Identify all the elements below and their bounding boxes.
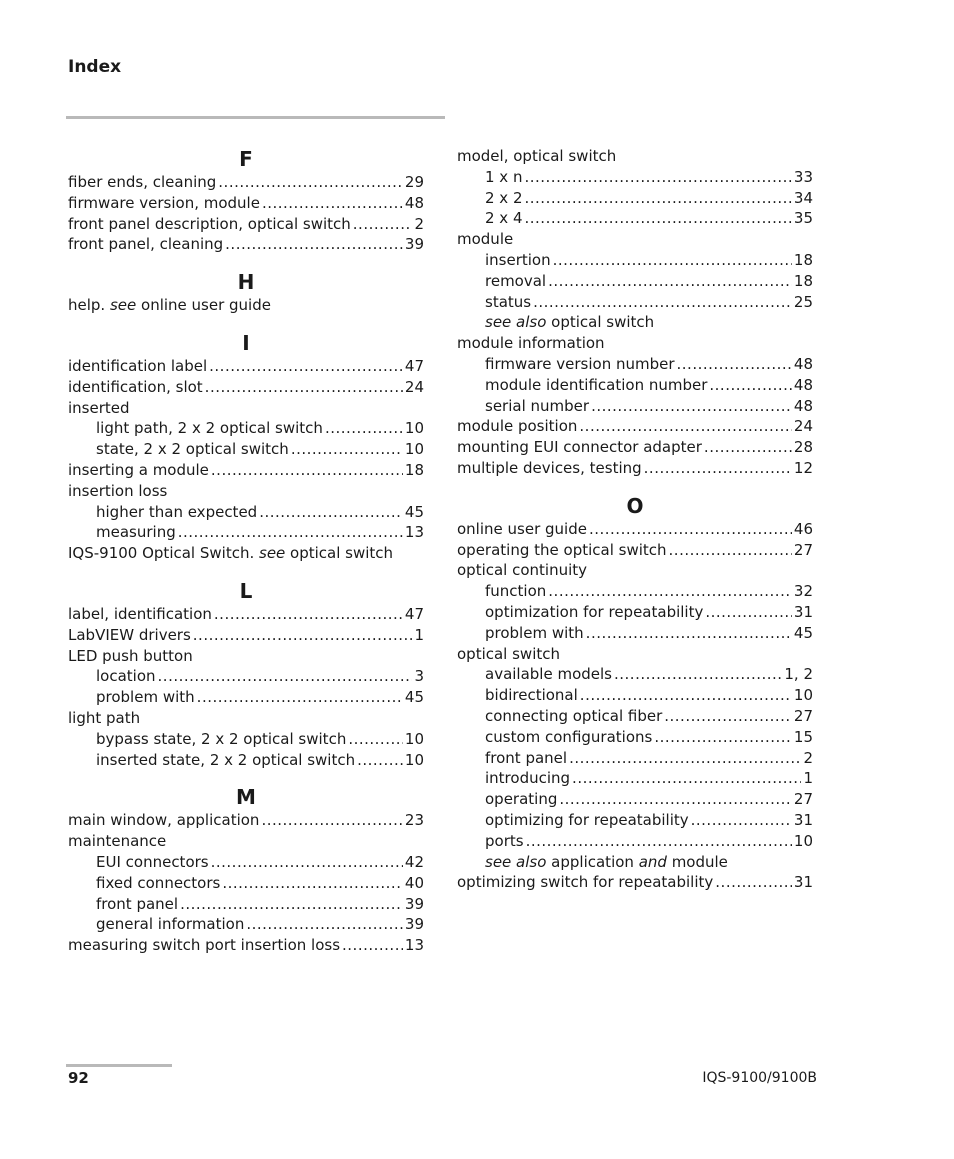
index-entry [457,458,813,479]
dot-leader [197,687,403,708]
page-reference: 29 [404,173,424,191]
page-reference: 10 [404,440,424,459]
dot-leader [579,416,792,437]
page-reference: 2 [414,214,424,233]
index-entry [68,543,424,564]
index-letter-heading: L [239,578,253,603]
index-entry [68,295,424,316]
dot-leader [591,396,792,417]
index-entry [68,708,424,729]
index-entry [457,540,813,561]
page-reference: 24 [793,417,813,436]
dot-leader [524,167,791,188]
page-reference: 2 [803,748,813,767]
index-term: bidirectional [485,686,578,705]
index-term: ports [485,831,524,850]
index-entry [68,214,424,235]
index-term: operating [485,790,558,809]
index-term: see also optical switch [485,313,655,332]
index-term: optical switch [457,644,561,663]
index-term: fixed connectors [96,873,221,892]
index-letter-heading: O [626,493,644,518]
index-term: function [485,582,547,601]
page-reference: 47 [404,356,424,375]
index-subentry [68,894,424,915]
dot-leader [211,852,403,873]
index-term: optimization for repeatability [485,602,704,621]
index-term: firmware version, module [68,193,260,212]
index-subentry [68,439,424,460]
document-id: IQS-9100/9100B [702,1070,817,1086]
index-subentry [457,685,813,706]
index-column-left [68,146,424,956]
index-term: label, identification [68,604,212,623]
index-subentry [68,666,424,687]
index-term: module position [457,417,578,436]
index-subentry [457,768,813,789]
index-subentry [457,271,813,292]
index-term: introducing [485,769,571,788]
index-subentry [457,748,813,769]
index-subentry [457,810,813,831]
page-reference: 48 [793,354,813,373]
index-term: mounting EUI connector adapter [457,438,702,457]
page-reference: 13 [404,523,424,542]
index-entry [68,193,424,214]
index-subentry [68,914,424,935]
page-reference: 31 [793,602,813,621]
index-entry [68,646,424,667]
dot-leader [614,664,782,685]
index-subentry [457,831,813,852]
dot-leader [348,729,403,750]
page-reference: 48 [793,375,813,394]
index-term: measuring [96,523,176,542]
page-reference: 10 [404,729,424,748]
index-entry [457,644,813,665]
index-term: 1 x n [485,167,523,186]
page-reference: 10 [404,419,424,438]
page-header-title: Index [68,57,122,77]
dot-leader [709,375,792,396]
header-rule [66,116,445,119]
index-term: custom configurations [485,727,653,746]
index-term: module information [457,334,605,353]
page-reference: 1 [414,625,424,644]
index-entry [68,172,424,193]
index-letter-heading: H [237,270,255,295]
index-entry [68,377,424,398]
index-term: see also application and module [485,852,728,871]
dot-leader [178,522,403,543]
index-subentry [457,250,813,271]
dot-leader [246,914,403,935]
page-reference: 48 [404,193,424,212]
dot-leader [569,748,801,769]
index-term: light path [68,708,141,727]
index-term: optical continuity [457,561,588,580]
index-subentry [68,873,424,894]
dot-leader [193,625,413,646]
index-term: 2 x 4 [485,209,523,228]
index-term: firmware version number [485,354,675,373]
index-letter-heading: F [239,147,253,171]
page-reference: 32 [793,582,813,601]
dot-leader [526,831,792,852]
dot-leader [259,502,403,523]
index-subentry [457,292,813,313]
index-term: EUI connectors [96,852,209,871]
index-term: identification, slot [68,377,203,396]
index-subentry [457,852,813,873]
dot-leader [357,750,403,771]
page-reference: 18 [404,460,424,479]
index-subentry [457,375,813,396]
index-subentry [457,312,813,333]
page-reference: 18 [793,250,813,269]
page-reference: 25 [793,292,813,311]
page-reference: 45 [793,623,813,642]
page-reference: 1 [803,769,813,788]
page-reference: 31 [793,873,813,892]
index-subentry [457,602,813,623]
index-term: online user guide [457,519,587,538]
index-term: measuring switch port insertion loss [68,936,341,955]
section-gap [68,770,424,784]
index-subentry [68,418,424,439]
index-entry [68,604,424,625]
dot-leader [214,604,403,625]
index-subentry [68,687,424,708]
index-entry [68,398,424,419]
index-term: problem with [485,623,584,642]
index-entry [68,935,424,956]
section-gap [68,564,424,578]
dot-leader [353,214,413,235]
dot-leader [669,540,792,561]
page-reference: 27 [793,706,813,725]
index-term: IQS-9100 Optical Switch. see optical switch [68,544,394,563]
index-term: multiple devices, testing [457,458,642,477]
index-term: status [485,292,532,311]
dot-leader [589,519,792,540]
index-subentry [457,789,813,810]
index-subentry [457,623,813,644]
index-entry [457,437,813,458]
page-reference: 18 [793,271,813,290]
index-term: front panel description, optical switch [68,214,351,233]
index-term: optimizing for repeatability [485,810,689,829]
index-subentry [68,852,424,873]
dot-leader [553,250,792,271]
index-subentry [68,502,424,523]
page-reference: 47 [404,604,424,623]
dot-leader [180,894,403,915]
dot-leader [158,666,413,687]
dot-leader [691,810,792,831]
page-reference: 23 [404,811,424,830]
index-term: front panel [485,748,568,767]
index-subentry [457,188,813,209]
index-term: main window, application [68,811,260,830]
section-gap [68,316,424,330]
page-reference: 35 [793,209,813,228]
index-entry [68,481,424,502]
index-letter-heading: M [236,785,256,810]
index-term: module identification number [485,375,708,394]
dot-leader [548,271,792,292]
dot-leader [586,623,792,644]
page-reference: 46 [793,519,813,538]
index-term: operating the optical switch [457,540,667,559]
dot-leader [211,460,403,481]
index-entry [457,229,813,250]
index-entry [457,519,813,540]
dot-leader [559,789,792,810]
page-reference: 10 [793,831,813,850]
index-term: help. see online user guide [68,296,271,315]
index-entry [68,234,424,255]
index-term: front panel, cleaning [68,235,224,254]
dot-leader [664,706,792,727]
index-subentry [68,729,424,750]
index-entry [457,333,813,354]
index-term: optimizing switch for repeatability [457,873,714,892]
index-entry [68,356,424,377]
dot-leader [644,458,792,479]
index-entry [68,831,424,852]
page-reference: 1, 2 [784,665,813,684]
index-entry [68,625,424,646]
page-reference: 33 [793,167,813,186]
page-reference: 34 [793,188,813,207]
index-entry [457,146,813,167]
index-term: available models [485,665,612,684]
index-term: connecting optical fiber [485,706,663,725]
index-entry [457,872,813,893]
index-term: inserted state, 2 x 2 optical switch [96,750,356,769]
index-subentry [457,581,813,602]
index-subentry [457,396,813,417]
page-reference: 27 [793,540,813,559]
index-entry [68,810,424,831]
index-term: maintenance [68,832,167,851]
dot-leader [704,437,792,458]
index-term: removal [485,271,547,290]
dot-leader [261,810,402,831]
index-term: insertion [485,250,551,269]
dot-leader [225,234,403,255]
index-term: bypass state, 2 x 2 optical switch [96,729,347,748]
dot-leader [525,208,792,229]
index-term: state, 2 x 2 optical switch [96,440,289,459]
index-term: model, optical switch [457,147,617,165]
page-reference: 39 [404,915,424,934]
index-term: 2 x 2 [485,188,523,207]
index-term: identification label [68,356,208,375]
dot-leader [325,418,403,439]
dot-leader [205,377,403,398]
dot-leader [548,581,792,602]
page-number: 92 [68,1069,89,1087]
index-term: inserted [68,398,130,417]
page-reference: 15 [793,727,813,746]
page-reference: 10 [793,686,813,705]
page-reference: 12 [793,458,813,477]
page-reference: 28 [793,438,813,457]
dot-leader [222,873,403,894]
index-subentry [68,522,424,543]
page-reference: 45 [404,502,424,521]
index-term: light path, 2 x 2 optical switch [96,419,323,438]
dot-leader [572,768,801,789]
index-subentry [68,750,424,771]
index-term: fiber ends, cleaning [68,173,217,191]
index-subentry [457,706,813,727]
index-term: front panel [96,894,179,913]
index-term: module [457,230,514,249]
index-term: inserting a module [68,460,209,479]
page-reference: 39 [404,894,424,913]
page-reference: 48 [793,396,813,415]
index-term: higher than expected [96,502,258,521]
index-subentry [457,727,813,748]
section-gap [68,255,424,269]
index-column-right [457,146,813,893]
dot-leader [342,935,403,956]
index-term: general information [96,915,245,934]
dot-leader [705,602,792,623]
page-reference: 3 [414,667,424,686]
index-subentry [457,208,813,229]
page-reference: 27 [793,790,813,809]
index-term: serial number [485,396,590,415]
section-gap [457,479,813,493]
index-subentry [457,167,813,188]
page-reference: 39 [404,235,424,254]
page-reference: 45 [404,688,424,707]
page-reference: 31 [793,810,813,829]
footer-rule [66,1064,172,1067]
index-term: problem with [96,688,195,707]
index-term: LED push button [68,646,193,665]
dot-leader [715,872,792,893]
page-reference: 13 [404,936,424,955]
page-reference: 42 [404,852,424,871]
dot-leader [533,292,792,313]
dot-leader [654,727,792,748]
dot-leader [209,356,403,377]
index-entry [457,416,813,437]
index-subentry [457,664,813,685]
index-subentry [457,354,813,375]
index-entry [457,560,813,581]
page-reference: 40 [404,873,424,892]
page-reference: 24 [404,377,424,396]
dot-leader [218,172,403,193]
index-term: insertion loss [68,481,168,500]
index-term: LabVIEW drivers [68,625,191,644]
dot-leader [291,439,403,460]
dot-leader [262,193,403,214]
dot-leader [525,188,792,209]
dot-leader [677,354,792,375]
index-entry [68,460,424,481]
index-letter-heading: I [242,330,250,355]
page-reference: 10 [404,750,424,769]
dot-leader [580,685,792,706]
index-term: location [96,667,156,686]
